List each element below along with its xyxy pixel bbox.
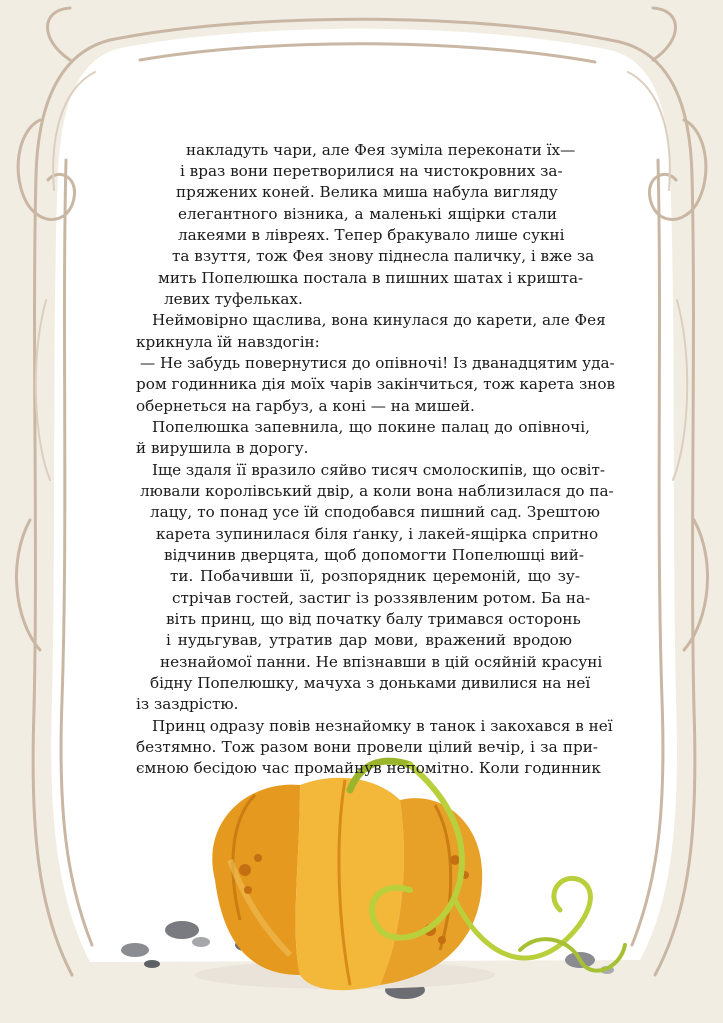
text-line: Принц одразу повів незнайомку в танок і закохався в неї <box>152 717 613 735</box>
text-line: лацу, то понад усе їй сподобався пишний сад. Зрештою <box>150 503 600 521</box>
text-line: бідну Попелюшку, мачуха з доньками дивилися на неї <box>150 674 591 692</box>
text-line: пряжених коней. Велика миша набула вигляду <box>176 183 558 201</box>
text-line: — Не забудь повернутися до опівночі! Із дванадцятим уда- <box>140 354 615 372</box>
text-line: і нудьгував, утратив дар мови, вражений вродою <box>166 631 572 649</box>
text-line: й вирушила в дорогу. <box>136 439 309 457</box>
text-line: стрічав гостей, застиг із роззявленим ротом. Ба на- <box>172 589 591 607</box>
text-line: ти. Побачивши її, розпорядник церемоній, що зу- <box>170 567 580 585</box>
text-line: левих туфельках. <box>164 290 303 308</box>
text-line: накладуть чари, але Фея зуміла переконати їх— <box>186 141 576 159</box>
text-line: елегантного візника, а маленькі ящірки стали <box>178 205 557 223</box>
text-line: із заздрістю. <box>136 695 239 713</box>
text-line: обернеться на гарбуз, а коні — на мишей. <box>136 397 475 415</box>
text-line: безтямно. Тож разом вони провели цілий вечір, і за при- <box>136 738 598 756</box>
text-line: відчинив дверцята, щоб допомогти Попелюшці вий- <box>164 546 584 564</box>
text-line: і враз вони перетворилися на чистокровних за- <box>180 162 563 180</box>
text-line: ром годинника дія моїх чарів закінчиться, тож карета знов <box>136 375 616 393</box>
text-line: мить Попелюшка постала в пишних шатах і кришта- <box>158 269 584 287</box>
text-line: віть принц, що від початку балу тримався осторонь <box>166 610 581 628</box>
text-line: крикнула їй навздогін: <box>136 333 320 351</box>
text-line: незнайомої панни. Не впізнавши в цій осяйній красуні <box>160 653 603 671</box>
text-line: ємною бесідою час промайнув непомітно. Коли годинник <box>136 759 601 777</box>
text-line: лакеями в лівреях. Тепер бракувало лише сукні <box>178 226 565 244</box>
text-line: Неймовірно щаслива, вона кинулася до карети, але Фея <box>152 311 606 329</box>
text-line: Попелюшка запевнила, що покине палац до опівночі, <box>152 418 590 436</box>
text-line: карета зупинилася біля ґанку, і лакей-ящірка спритно <box>156 525 599 543</box>
text-line: та взуття, тож Фея знову піднесла паличку, і вже за <box>172 247 595 265</box>
text-line: лювали королівський двір, а коли вона наблизилася до па- <box>140 482 614 500</box>
text-line: Іще здаля її вразило сяйво тисяч смолоскипів, що освіт- <box>152 461 606 479</box>
